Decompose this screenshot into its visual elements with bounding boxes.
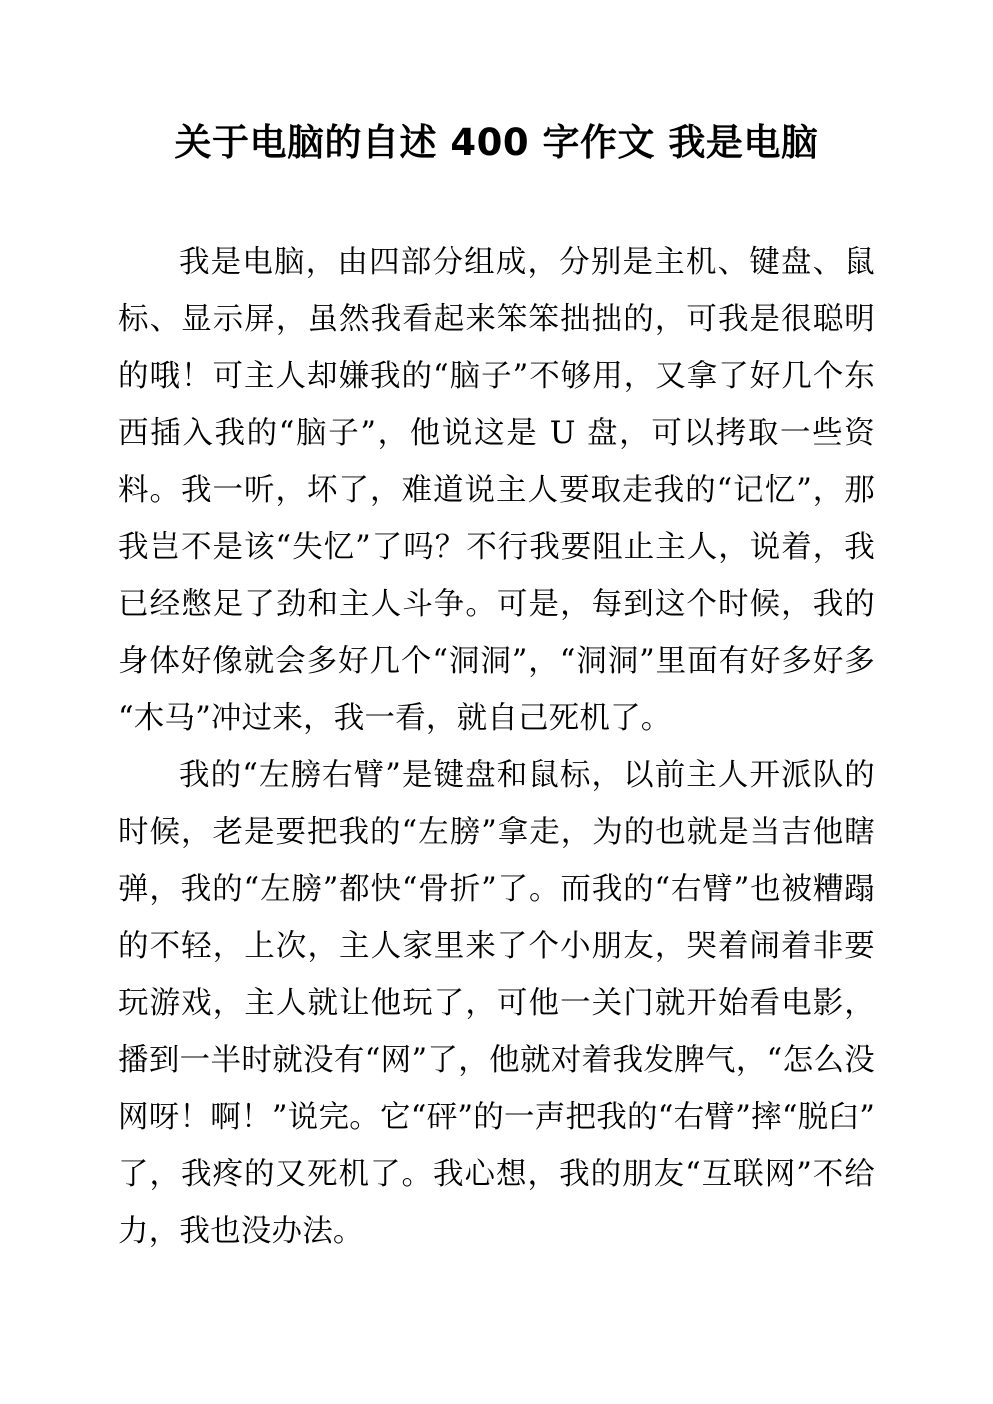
page-title: 关于电脑的自述 400 字作文 我是电脑 [174, 121, 819, 164]
document-body [118, 234, 875, 1260]
paragraph: 我的“左膀右臂”是键盘和鼠标，以前主人开派队的时候，老是要把我的“左膀”拿走，为的也就是当吉他瞎弹，我的“左膀”都快“骨折”了。而我的“右臂”也被糟蹋的不轻，上次，主人家里来了个小朋友，哭着闹着非要玩游戏，主人就让他玩了，可他一关门就开始看电影，播到一半时就没有“网”了，他就对着我发脾气，“怎么没网呀！啊！”说完。它“砰”的一声把我的“右臂”摔“脱臼”了，我疼的又死机了。我心想，我的朋友“互联网”不给力，我也没办法。 [118, 757, 875, 1249]
paragraph: 我是电脑，由四部分组成，分别是主机、键盘、鼠标、显示屏，虽然我看起来笨笨拙拙的，可我是很聪明的哦！可主人却嫌我的“脑子”不够用，又拿了好几个东西插入我的“脑子”，他说这是 U 盘，可以拷取一些资料。我一听，坏了，难道说主人要取走我的“记忆”，那我岂不是该“失忆”了吗？不行我要阻止主人，说着，我已经憋足了劲和主人斗争。可是，每到这个时候，我的身体好像就会多好几个“洞洞”，“洞洞”里面有好多好多“木马”冲过来，我一看，就自己死机了。 [118, 244, 875, 736]
